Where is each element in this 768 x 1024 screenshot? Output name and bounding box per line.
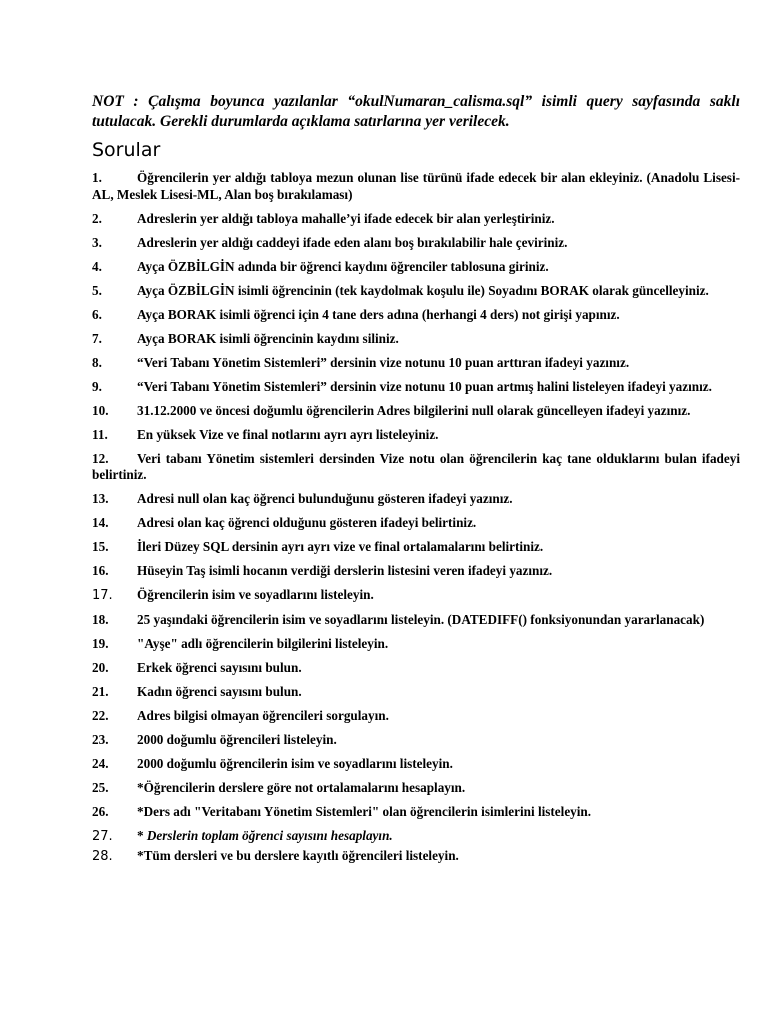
- question-item: [92, 660, 740, 677]
- question-item: [92, 211, 740, 228]
- question-text: Veri tabanı Yönetim sistemleri dersinden Vize notu olan öğrencilerin kaç tane olduklarını bulan ifadeyi belirtiniz.: [92, 450, 740, 482]
- question-number: 1.: [92, 170, 102, 185]
- question-text: 31.12.2000 ve öncesi doğumlu öğrencilerin Adres bilgilerini null olarak güncelleyen ifadeyi yazınız.: [137, 402, 691, 418]
- question-text: 25 yaşındaki öğrencilerin isim ve soyadlarını listeleyin. (DATEDIFF() fonksiyonundan yararlanacak): [137, 612, 705, 627]
- question-item: [92, 259, 740, 276]
- question-text: Adreslerin yer aldığı caddeyi ifade eden alanı boş bırakılabilir hale çeviriniz.: [137, 234, 568, 250]
- question-prefix: *: [137, 828, 147, 843]
- question-text: Öğrencilerin yer aldığı tabloya mezun olunan lise türünü ifade edecek bir alan ekleyiniz. (Anadolu Lisesi- AL, Meslek Lisesi-ML, Alan boş bırakılaması): [92, 170, 740, 202]
- question-text: Adreslerin yer aldığı tabloya mahalle’yi ifade edecek bir alan yerleştiriniz.: [137, 210, 555, 226]
- question-number: 17.: [92, 588, 113, 603]
- question-number: 2.: [92, 210, 102, 226]
- question-number: 7.: [92, 330, 102, 346]
- question-number: 27.: [92, 829, 113, 844]
- question-number: 21.: [92, 684, 109, 699]
- question-text: Adresi olan kaç öğrenci olduğunu gösteren ifadeyi belirtiniz.: [137, 515, 477, 530]
- question-number: 3.: [92, 234, 102, 250]
- question-text: Ayça BORAK isimli öğrenci için 4 tane ders adına (herhangi 4 ders) not girişi yapınız.: [137, 306, 620, 322]
- question-item: [92, 379, 740, 396]
- question-text: 2000 doğumlu öğrencileri listeleyin.: [137, 732, 337, 747]
- question-number: 9.: [92, 378, 102, 394]
- question-item: [92, 636, 740, 653]
- question-text: 2000 doğumlu öğrencilerin isim ve soyadlarını listeleyin.: [137, 756, 453, 771]
- question-item: [92, 331, 740, 348]
- question-text: *Ders adı "Veritabanı Yönetim Sistemleri" olan öğrencilerin isimlerini listeleyin.: [137, 804, 592, 819]
- question-text: Ayça BORAK isimli öğrencinin kaydını siliniz.: [137, 330, 399, 346]
- question-number: 6.: [92, 306, 102, 322]
- question-item: [92, 539, 740, 556]
- question-text: “Veri Tabanı Yönetim Sistemleri” dersinin vize notunu 10 puan arttıran ifadeyi yazınız.: [137, 354, 630, 370]
- question-item: [92, 451, 740, 484]
- question-item: [92, 515, 740, 532]
- question-number: 26.: [92, 804, 109, 819]
- question-item: [92, 828, 740, 846]
- question-item: [92, 491, 740, 508]
- question-text: *Öğrencilerin derslere göre not ortalamalarını hesaplayın.: [137, 780, 466, 795]
- question-number: 20.: [92, 660, 109, 675]
- question-text: Öğrencilerin isim ve soyadlarını listeleyin.: [137, 587, 374, 602]
- question-text: Adresi null olan kaç öğrenci bulunduğunu gösteren ifadeyi yazınız.: [137, 491, 513, 506]
- question-item: [92, 283, 740, 300]
- question-item: [92, 684, 740, 701]
- question-number: 15.: [92, 539, 109, 554]
- question-number: 18.: [92, 612, 109, 627]
- question-item: [92, 170, 740, 203]
- section-heading: Sorular: [92, 139, 161, 161]
- question-item: [92, 780, 740, 797]
- question-text: Derslerin toplam öğrenci sayısını hesaplayın.: [146, 828, 393, 843]
- question-number: 19.: [92, 636, 109, 651]
- question-text: Ayça ÖZBİLGİN isimli öğrencinin (tek kaydolmak koşulu ile) Soyadını BORAK olarak güncelleyiniz.: [137, 282, 709, 298]
- question-item: [92, 427, 740, 444]
- question-text: Hüseyin Taş isimli hocanın verdiği derslerin listesini veren ifadeyi yazınız.: [137, 563, 553, 578]
- question-item: [92, 403, 740, 420]
- question-number: 12.: [92, 450, 109, 466]
- question-item: [92, 355, 740, 372]
- question-item: [92, 756, 740, 773]
- question-text: Erkek öğrenci sayısını bulun.: [137, 660, 302, 675]
- question-number: 11.: [92, 426, 108, 442]
- question-item: [92, 612, 740, 629]
- question-number: 23.: [92, 732, 109, 747]
- question-text: En yüksek Vize ve final notlarını ayrı ayrı listeleyiniz.: [137, 426, 439, 442]
- question-text: "Ayşe" adlı öğrencilerin bilgilerini listeleyin.: [137, 636, 389, 651]
- question-item: [92, 307, 740, 324]
- question-text: İleri Düzey SQL dersinin ayrı ayrı vize ve final ortalamalarını belirtiniz.: [137, 539, 544, 554]
- question-number: 28.: [92, 848, 113, 864]
- question-item: [92, 732, 740, 749]
- question-number: 10.: [92, 402, 109, 418]
- question-number: 24.: [92, 756, 109, 771]
- question-item: [92, 848, 740, 866]
- document-page: [92, 92, 740, 873]
- question-number: 16.: [92, 563, 109, 578]
- question-list: [92, 170, 740, 865]
- question-item: [92, 804, 740, 821]
- question-number: 14.: [92, 515, 109, 530]
- question-text: Kadın öğrenci sayısını bulun.: [137, 684, 302, 699]
- question-text: Ayça ÖZBİLGİN adında bir öğrenci kaydını öğrenciler tablosuna giriniz.: [137, 258, 549, 274]
- question-number: 5.: [92, 282, 102, 298]
- question-number: 8.: [92, 354, 102, 370]
- question-text: *Tüm dersleri ve bu derslere kayıtlı öğrencileri listeleyin.: [137, 847, 459, 863]
- question-text: “Veri Tabanı Yönetim Sistemleri” dersinin vize notunu 10 puan artmış halini listeleyen ifadeyi yazınız.: [137, 378, 712, 394]
- question-item: [92, 563, 740, 580]
- question-text: Adres bilgisi olmayan öğrencileri sorgulayın.: [137, 708, 389, 723]
- question-item: [92, 708, 740, 725]
- question-item: [92, 235, 740, 252]
- question-number: 4.: [92, 258, 102, 274]
- question-item: [92, 587, 740, 605]
- note-paragraph: NOT : Çalışma boyunca yazılanlar “okulNumaran_calisma.sql” isimli query sayfasında saklı tutulacak. Gerekli durumlarda açıklama satırlarına yer verilecek.: [92, 93, 740, 130]
- question-number: 25.: [92, 780, 109, 795]
- question-number: 22.: [92, 708, 109, 723]
- question-number: 13.: [92, 491, 109, 506]
